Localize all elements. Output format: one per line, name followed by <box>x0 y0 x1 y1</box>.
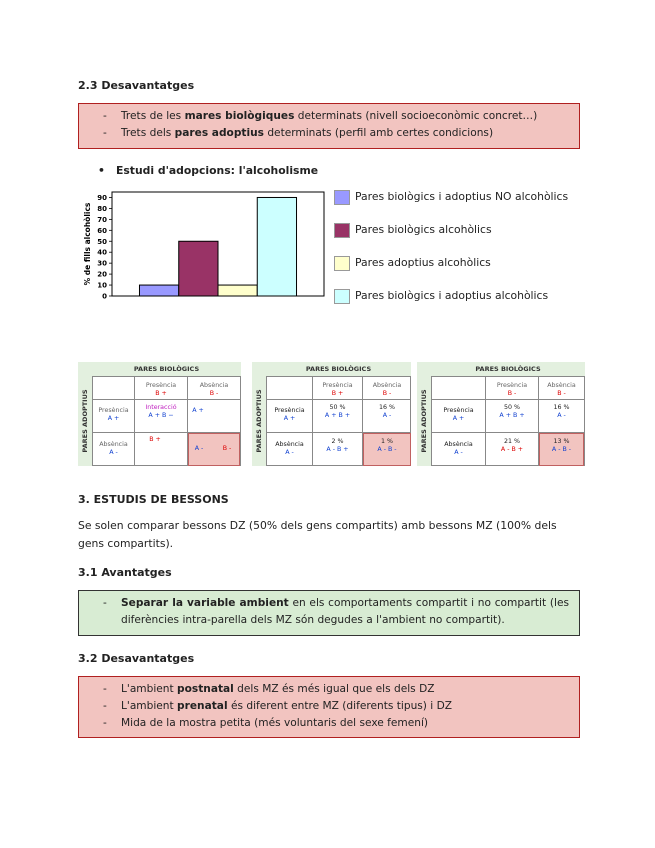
bar <box>257 197 296 296</box>
disadvantages-box-adoption <box>78 103 580 149</box>
table-side-label: PARES ADOPTIUS <box>81 389 89 453</box>
y-tick-label: 30 <box>97 259 107 268</box>
list-item: - Trets dels pares adoptius determinats (perfil amb certes condicions) <box>103 127 494 139</box>
list-item: - Mida de la mostra petita (més voluntaris del sexe femení) <box>103 717 429 729</box>
list-item: - L'ambient postnatal dels MZ és més igual que els dels DZ <box>103 683 435 695</box>
twins-paragraph: Se solen comparar bessons DZ (50% dels gens compartits) amb bessons MZ (100% dels gens compartits). <box>78 519 557 550</box>
y-tick-label: 0 <box>102 292 107 301</box>
y-tick-label: 10 <box>97 281 107 290</box>
y-tick-label: 40 <box>97 248 107 257</box>
section-title-3: 3. ESTUDIS DE BESSONS <box>78 493 229 506</box>
y-tick-label: 70 <box>97 215 107 224</box>
legend-swatch <box>334 256 350 271</box>
table-header: PARES BIOLÒGICS <box>133 365 200 373</box>
y-tick-label: 20 <box>97 270 107 279</box>
legend-swatch <box>334 190 350 205</box>
bar <box>218 285 257 296</box>
legend-swatch <box>334 289 350 304</box>
section-title-2-3: 2.3 Desavantatges <box>78 79 195 92</box>
bar <box>139 285 178 296</box>
table-side-label: PARES ADOPTIUS <box>255 389 263 453</box>
table-header: PARES BIOLÒGICS <box>305 365 372 373</box>
y-tick-label: 90 <box>97 193 107 202</box>
table-side-label: PARES ADOPTIUS <box>420 389 428 453</box>
table-header: PARES BIOLÒGICS <box>475 365 541 373</box>
section-title-3-2: 3.2 Desavantatges <box>78 652 195 665</box>
list-item: - Separar la variable ambient en els comportaments compartit i no compartit (les diferències intra-parella dels MZ són degudes a l'ambient no compartit). <box>103 597 570 626</box>
bullet-icon: • <box>98 164 105 177</box>
section-title-3-1: 3.1 Avantatges <box>78 566 172 579</box>
y-tick-label: 80 <box>97 204 107 213</box>
y-axis-label: % de fills alcohòlics <box>83 202 92 286</box>
list-item: - L'ambient prenatal és diferent entre MZ (diferents tipus) i DZ <box>103 700 453 712</box>
y-tick-label: 50 <box>97 237 107 246</box>
contingency-table-3: PARES BIOLÒGICS PARES ADOPTIUS Presència B - Absència B - Presència A + Absència A - 50 % A + B + 16 % A - 21 % A - B + 13 % A - B - <box>417 362 585 466</box>
legend-swatch <box>334 223 350 238</box>
advantages-box-twins <box>78 590 580 636</box>
bar <box>179 241 218 296</box>
alcoholism-bar-chart <box>78 186 328 304</box>
contingency-table-2: PARES BIOLÒGICS PARES ADOPTIUS Presència B + Absència B - Presència A + Absència A - 50 % A + B + 16 % A - 2 % A - B + 1 % A - B - <box>252 362 411 466</box>
y-tick-label: 60 <box>97 226 107 235</box>
disadvantages-box-twins <box>78 676 580 738</box>
list-item: - Trets de les mares biològiques determinats (nivell socioeconòmic concret…) <box>103 110 538 122</box>
contingency-table-1: PARES BIOLÒGICS PARES ADOPTIUS Presència B + Absència B - Presència A + Absència A - Interacció A + B − A + B + A - B - <box>78 362 241 466</box>
